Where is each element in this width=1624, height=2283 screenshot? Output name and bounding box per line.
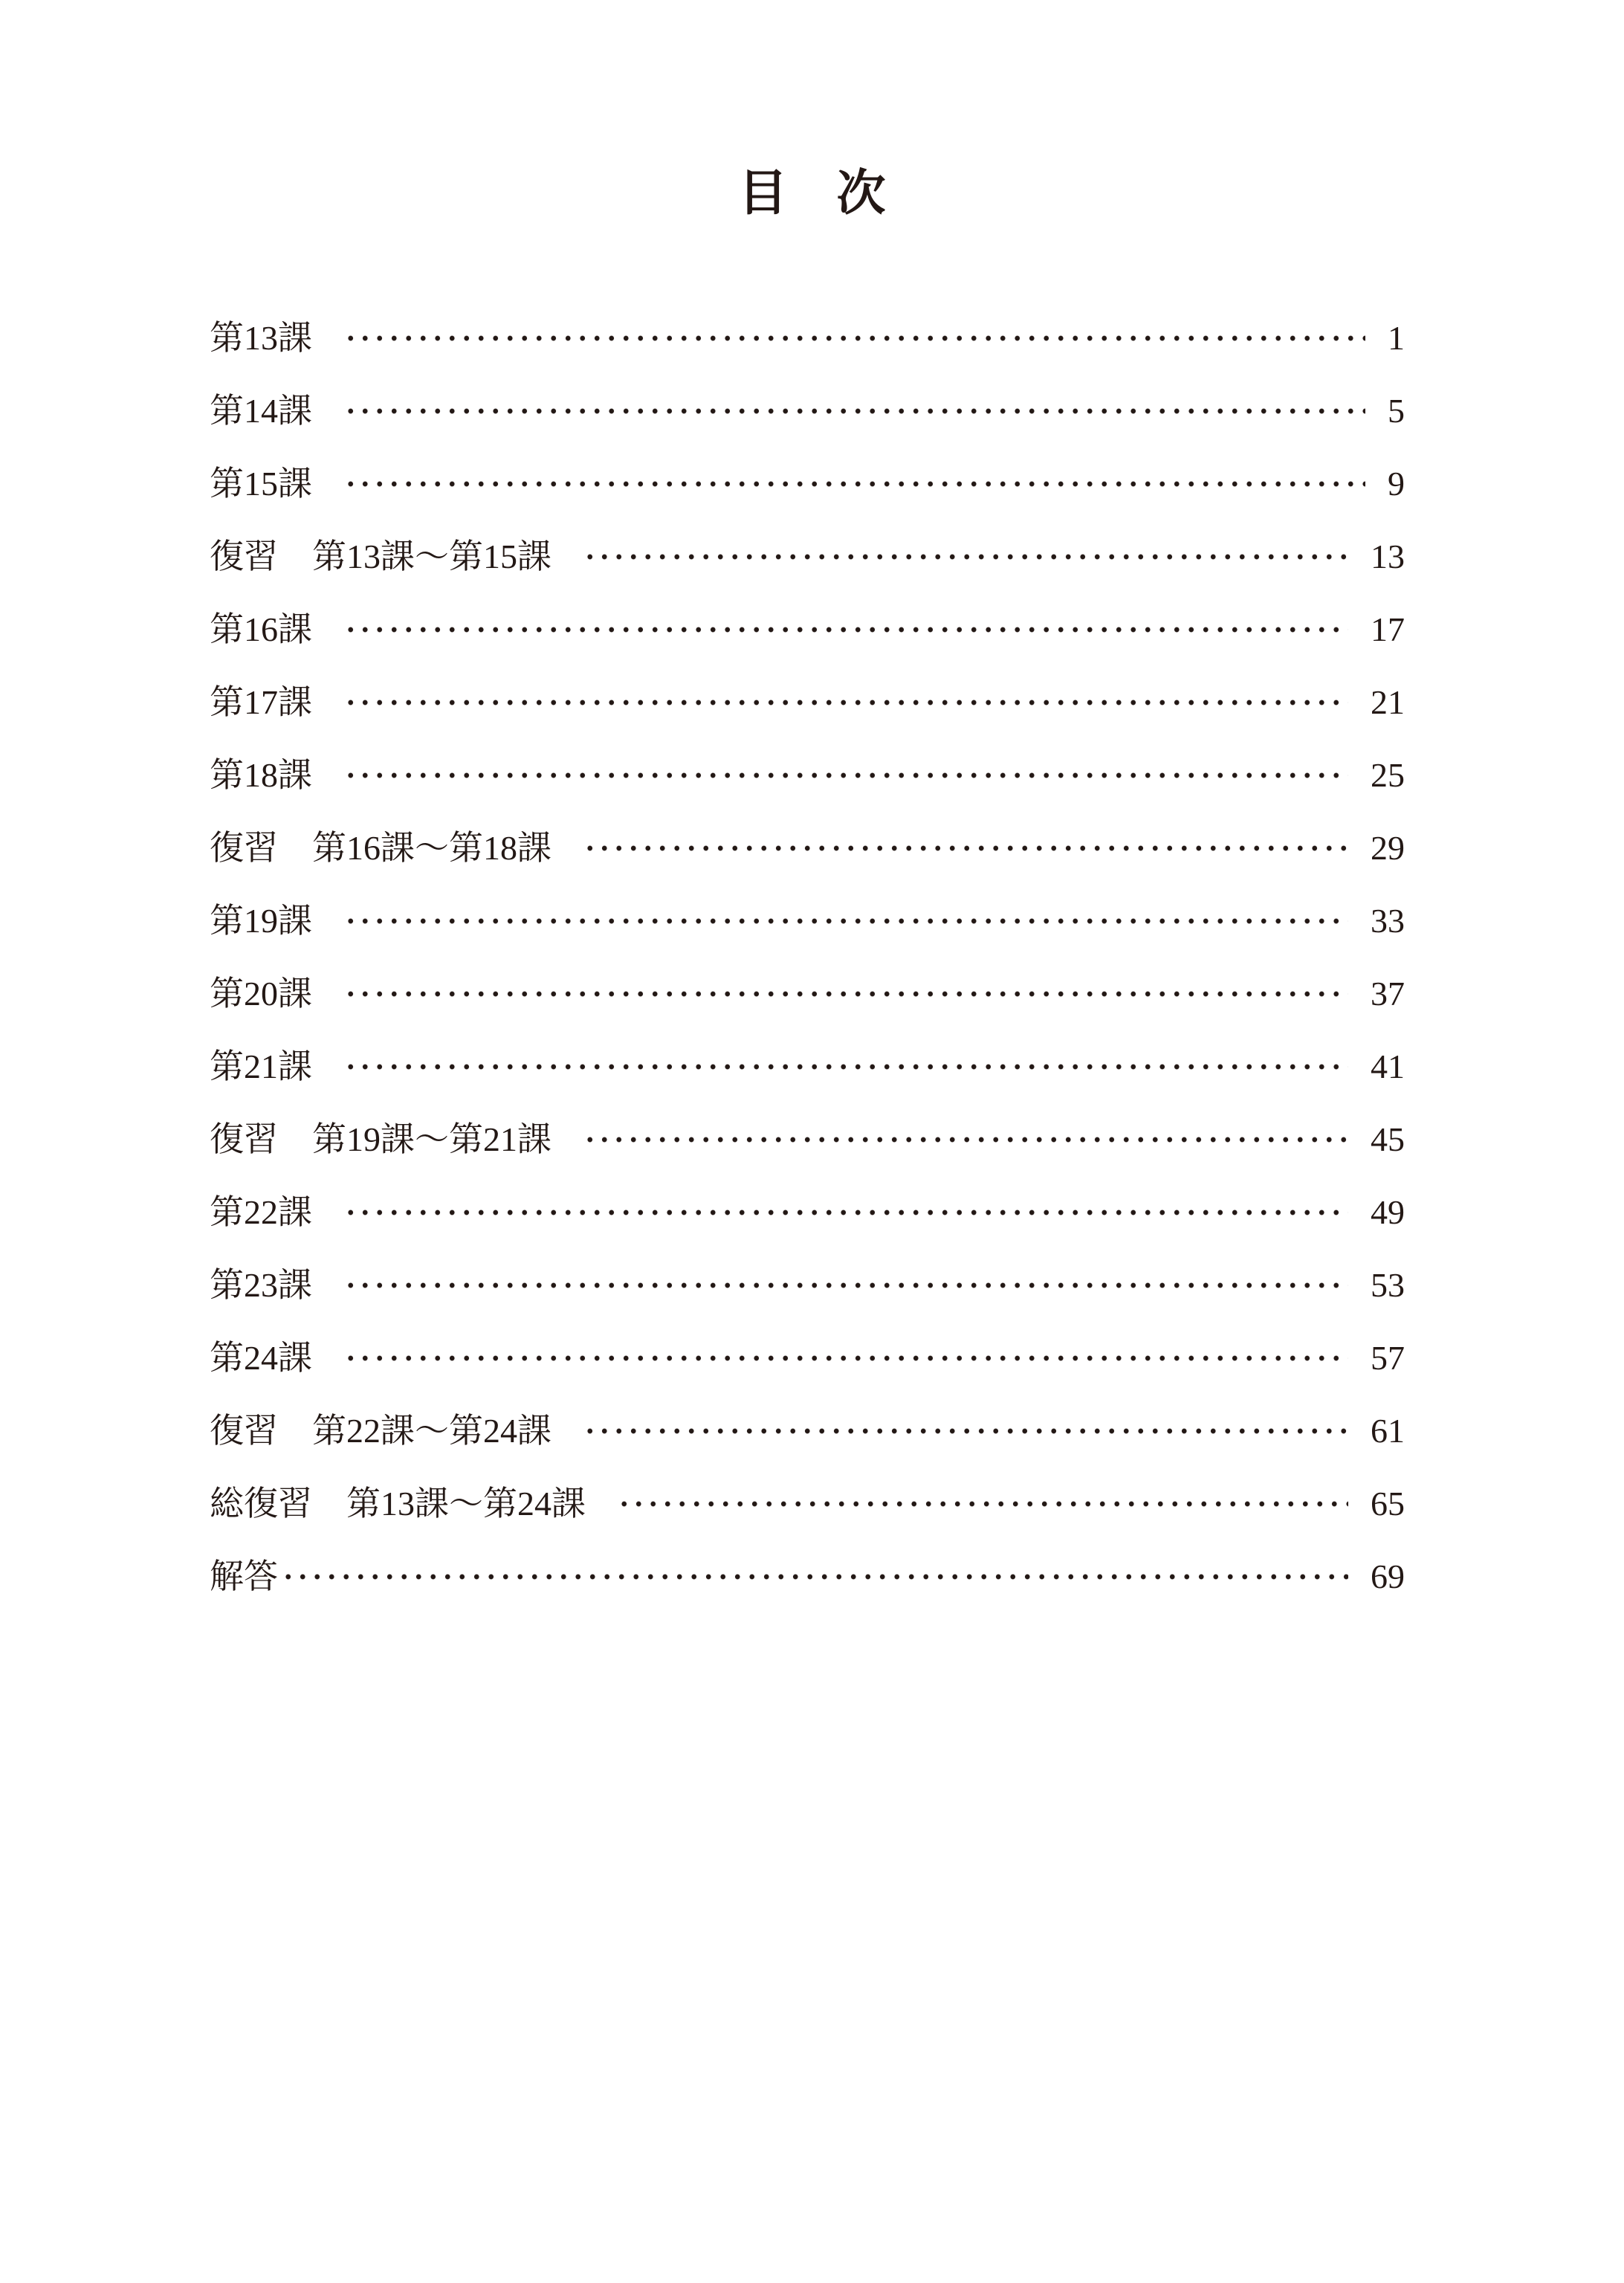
toc-entry [210,1030,1405,1103]
toc-entry [210,1540,1405,1613]
dot-leader [343,1249,1348,1322]
toc-entry-label: 第14課 [210,392,312,430]
toc-entry-page-number: 41 [1371,1047,1405,1085]
toc-entry [210,1322,1405,1395]
toc-entry-label: 第16課 [210,610,312,648]
toc-entry [210,1103,1405,1176]
dot-leader [343,302,1365,375]
toc-entry [210,1467,1405,1540]
dot-leader [343,1322,1348,1395]
dot-leader [343,1030,1348,1103]
toc-entry-label: 第21課 [210,1047,312,1085]
toc-entry [210,1176,1405,1249]
toc-entry [210,666,1405,739]
toc-entry-label: 第15課 [210,465,312,503]
toc-entry [210,812,1405,885]
toc-entry-page-number: 1 [1388,319,1405,357]
toc-entry-label: 第24課 [210,1339,312,1377]
toc-entry [210,375,1405,448]
toc-entry [210,593,1405,666]
toc-entry-label: 復習 第19課〜第21課 [210,1120,551,1158]
dot-leader [281,1540,1348,1613]
toc-entry-label: 第23課 [210,1266,312,1304]
toc-entry-page-number: 25 [1371,756,1405,794]
toc-entry-page-number: 65 [1371,1485,1405,1522]
toc-entry-label: 解答 [210,1557,278,1595]
toc-entry [210,1395,1405,1467]
toc-entry-page-number: 53 [1371,1266,1405,1304]
toc-entry [210,1249,1405,1322]
toc-entry [210,739,1405,812]
toc-entry [210,885,1405,958]
toc-entry-page-number: 57 [1371,1339,1405,1377]
dot-leader [343,375,1365,448]
toc-entry-page-number: 45 [1371,1120,1405,1158]
toc-entry [210,958,1405,1030]
toc-entry-page-number: 13 [1371,537,1405,575]
toc-entry-label: 第13課 [210,319,312,357]
toc-entry-page-number: 21 [1371,683,1405,721]
toc-entry-page-number: 5 [1388,392,1405,430]
toc-entry-label: 総復習 第13課〜第24課 [210,1485,586,1522]
dot-leader [583,1395,1348,1467]
dot-leader [343,958,1348,1030]
toc-entry-label: 第17課 [210,683,312,721]
dot-leader [343,593,1348,666]
toc-entry-page-number: 61 [1371,1412,1405,1450]
toc-entry-label: 第22課 [210,1193,312,1231]
dot-leader [583,1103,1348,1176]
page-title: 目 次 [738,165,886,220]
dot-leader [343,739,1348,812]
dot-leader [343,885,1348,958]
toc-list [210,302,1405,1613]
toc-entry-label: 第20課 [210,975,312,1013]
toc-entry-page-number: 37 [1371,975,1405,1013]
toc-entry-page-number: 29 [1371,829,1405,867]
dot-leader [583,520,1348,593]
toc-entry [210,302,1405,375]
toc-entry [210,448,1405,520]
toc-entry-page-number: 33 [1371,902,1405,940]
toc-entry-label: 第18課 [210,756,312,794]
dot-leader [583,812,1348,885]
dot-leader [617,1467,1348,1540]
toc-entry [210,520,1405,593]
dot-leader [343,666,1348,739]
toc-entry-label: 復習 第13課〜第15課 [210,537,551,575]
toc-entry-page-number: 17 [1371,610,1405,648]
toc-entry-label: 復習 第16課〜第18課 [210,829,551,867]
toc-entry-label: 復習 第22課〜第24課 [210,1412,551,1450]
dot-leader [343,1176,1348,1249]
toc-entry-label: 第19課 [210,902,312,940]
toc-entry-page-number: 49 [1371,1193,1405,1231]
dot-leader [343,448,1365,520]
toc-entry-page-number: 9 [1388,465,1405,503]
toc-entry-page-number: 69 [1371,1557,1405,1595]
